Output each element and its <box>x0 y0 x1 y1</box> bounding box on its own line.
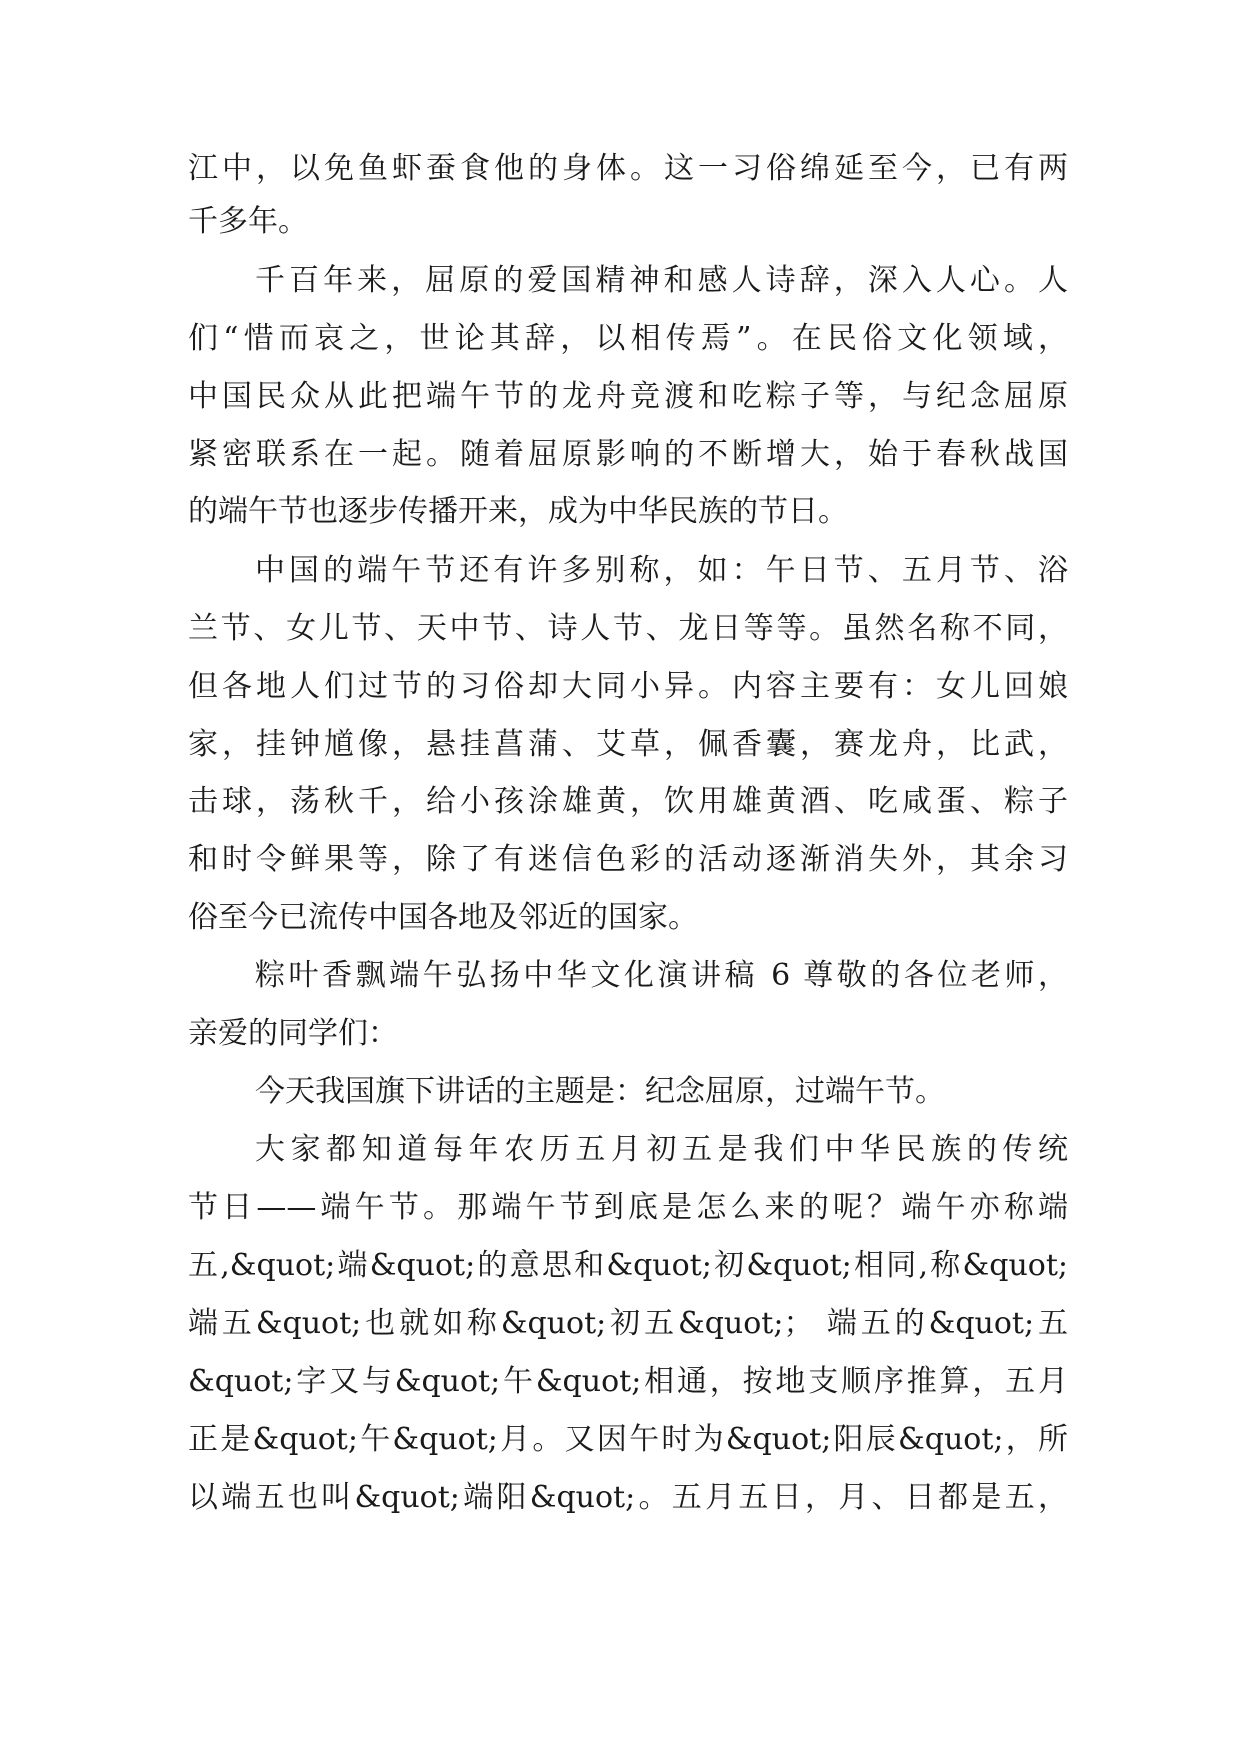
text-line: 端五&quot;也就如称&quot;初五&quot;； 端五的&quot;五 <box>188 1306 1068 1341</box>
text-line: 节日——端午节。那端午节到底是怎么来的呢？端午亦称端 <box>188 1190 1068 1225</box>
text-line: 以端五也叫&quot;端阳&quot;。五月五日，月、日都是五， <box>188 1480 1068 1515</box>
text-line: 紧密联系在一起。随着屈原影响的不断增大，始于春秋战国 <box>188 437 1068 472</box>
paragraph-first-line: 今天我国旗下讲话的主题是：纪念屈原，过端午节。 <box>255 1074 945 1109</box>
paragraph-first-line: 大家都知道每年农历五月初五是我们中华民族的传统 <box>255 1132 1068 1167</box>
text-line: &quot;字又与&quot;午&quot;相通，按地支顺序推算，五月 <box>188 1364 1068 1399</box>
text-line: 俗至今已流传中国各地及邻近的国家。 <box>188 900 698 935</box>
text-line: 正是&quot;午&quot;月。又因午时为&quot;阳辰&quot;，所 <box>188 1422 1068 1457</box>
text-line: 江中，以免鱼虾蚕食他的身体。这一习俗绵延至今，已有两 <box>188 151 1068 186</box>
text-line: 们“惜而哀之，世论其辞，以相传焉”。在民俗文化领域， <box>188 321 1068 356</box>
text-line: 兰节、女儿节、天中节、诗人节、龙日等等。虽然名称不同， <box>188 611 1068 646</box>
text-line: 千多年。 <box>188 204 308 239</box>
text-line: 五,&quot;端&quot;的意思和&quot;初&quot;相同,称&quot; <box>188 1248 1068 1283</box>
text-line: 家，挂钟馗像，悬挂菖蒲、艾草，佩香囊，赛龙舟，比武， <box>188 727 1068 762</box>
text-line: 击球，荡秋千，给小孩涂雄黄，饮用雄黄酒、吃咸蛋、粽子 <box>188 784 1068 819</box>
paragraph-first-line: 千百年来，屈原的爱国精神和感人诗辞，深入人心。人 <box>255 263 1068 298</box>
paragraph-first-line: 粽叶香飘端午弘扬中华文化演讲稿 6 尊敬的各位老师， <box>255 958 1068 993</box>
paragraph-first-line: 中国的端午节还有许多别称，如：午日节、五月节、浴 <box>255 553 1068 588</box>
text-line: 的端午节也逐步传播开来，成为中华民族的节日。 <box>188 494 848 529</box>
text-line: 和时令鲜果等，除了有迷信色彩的活动逐渐消失外，其余习 <box>188 842 1068 877</box>
text-line: 亲爱的同学们： <box>188 1016 398 1051</box>
text-line: 但各地人们过节的习俗却大同小异。内容主要有：女儿回娘 <box>188 669 1068 704</box>
text-line: 中国民众从此把端午节的龙舟竞渡和吃粽子等，与纪念屈原 <box>188 379 1068 414</box>
